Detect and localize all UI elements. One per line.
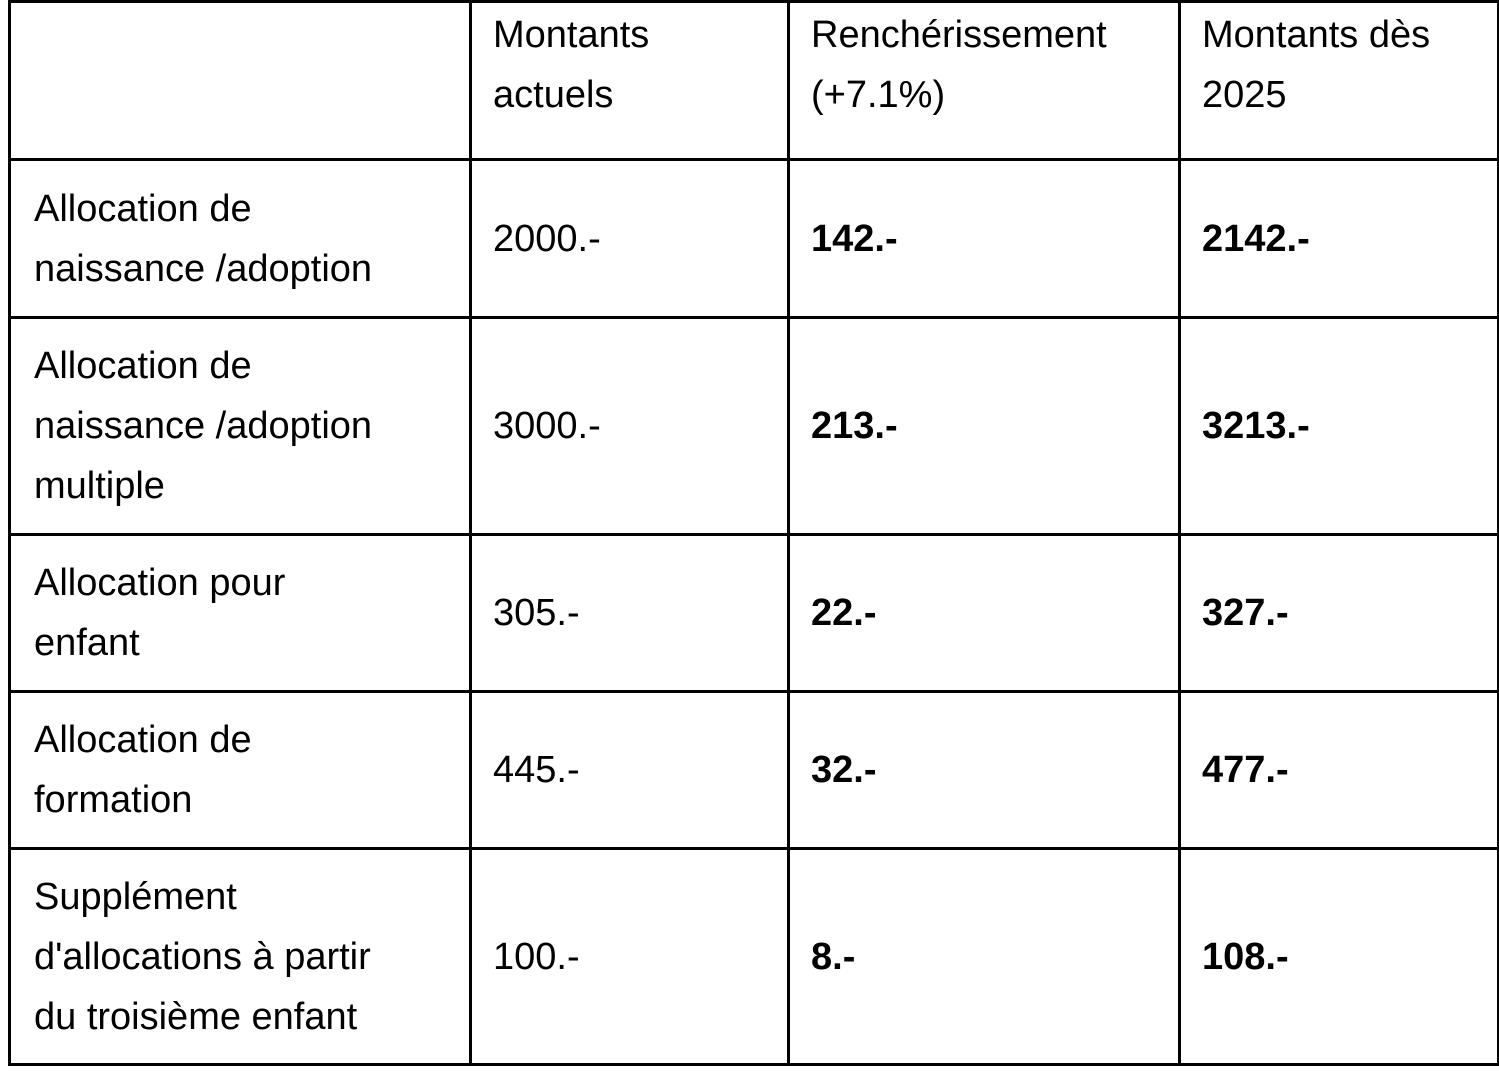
cell-increase: 142.- xyxy=(789,160,1180,318)
table-row xyxy=(10,318,1499,535)
cell-current: 2000.- xyxy=(471,160,789,318)
cell-current: 305.- xyxy=(471,535,789,692)
row-label: Supplément d'allocations à partir du troisième enfant xyxy=(10,849,471,1065)
header-current-amounts: Montants actuels xyxy=(471,2,789,160)
table-header-row xyxy=(10,2,1499,160)
cell-new: 3213.- xyxy=(1180,318,1499,535)
table-row xyxy=(10,160,1499,318)
cell-increase: 22.- xyxy=(789,535,1180,692)
header-amounts-2025: Montants dès 2025 xyxy=(1180,2,1499,160)
cell-new: 477.- xyxy=(1180,692,1499,849)
row-label: Allocation de formation xyxy=(10,692,471,849)
table-row xyxy=(10,535,1499,692)
cell-increase: 32.- xyxy=(789,692,1180,849)
table-row xyxy=(10,849,1499,1065)
row-label: Allocation de naissance /adoption multiple xyxy=(10,318,471,535)
row-label: Allocation pour enfant xyxy=(10,535,471,692)
cell-new: 327.- xyxy=(1180,535,1499,692)
cell-new: 2142.- xyxy=(1180,160,1499,318)
header-cell-empty xyxy=(10,2,471,160)
cell-current: 100.- xyxy=(471,849,789,1065)
cell-new: 108.- xyxy=(1180,849,1499,1065)
row-label: Allocation de naissance /adoption xyxy=(10,160,471,318)
cell-current: 3000.- xyxy=(471,318,789,535)
table-row xyxy=(10,692,1499,849)
cell-increase: 213.- xyxy=(789,318,1180,535)
header-increase: Renchérissement (+7.1%) xyxy=(789,2,1180,160)
cell-increase: 8.- xyxy=(789,849,1180,1065)
cell-current: 445.- xyxy=(471,692,789,849)
allocations-table xyxy=(8,0,1499,1066)
